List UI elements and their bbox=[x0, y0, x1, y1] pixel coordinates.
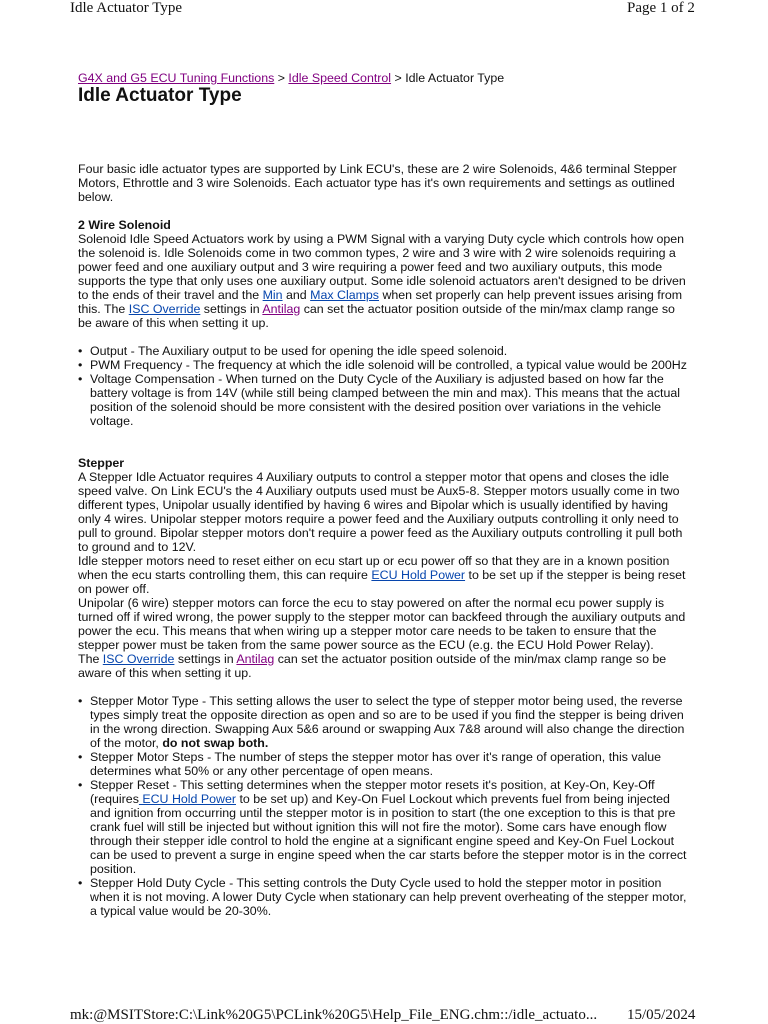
solenoid-text: Solenoid Idle Speed Actuators work by using a PWM Signal with a varying Duty cycle which controls how open the solenoid is. Idle Solenoids come in two common types, 2 wire and 3 wire with 2 wire solenoids requiring a power feed and one auxiliary output and 3 wire requiring a power feed and two auxiliary outputs, this mode supports the type that only uses one auxiliary output. Some idle solenoid actuators aren't designed to be driven to the ends of their travel and the bbox=[78, 232, 686, 302]
solenoid-text: and bbox=[282, 288, 311, 302]
list-item bbox=[90, 694, 690, 750]
stepper-settings-list bbox=[78, 694, 690, 918]
list-item-text: Stepper Motor Type - This setting allows the user to select the type of stepper motor being used, the reverse types simply treat the opposite direction as open and so are to be used if you find the stepper is being driven in the wrong direction. Swapping Aux 5&6 around or swapping Aux 7&8 around will also change the direction of the motor, bbox=[90, 694, 685, 750]
stepper-text: The bbox=[78, 652, 103, 666]
list-item-text: to be set up) and Key-On Fuel Lockout which prevents fuel from being injected and ignition from occurring until the stepper motor is in position to start (the one exception to this is that pre crank fuel will still be injected but without ignition this will not fire the motor). Some cars have enough flow through their stepper idle control to hold the engine at a significant engine speed and Key-On Fuel Lockout can be used to prevent a surge in engine speed when the car starts before the stepper motor is in the correct position. bbox=[90, 792, 687, 876]
page-title: Idle Actuator Type bbox=[78, 85, 242, 106]
list-item: • Output - The Auxiliary output to be used for opening the idle speed solenoid. bbox=[90, 344, 690, 358]
list-item-bold-text: do not swap both. bbox=[162, 736, 269, 750]
list-item: • Stepper Motor Steps - The number of steps the stepper motor has over it's range of operation, this value determines what 50% or any other percentage of open means. bbox=[90, 750, 690, 778]
document-content bbox=[78, 71, 690, 918]
stepper-paragraph-1: A Stepper Idle Actuator requires 4 Auxiliary outputs to control a stepper motor that opens and closes the idle speed valve. On Link ECU's the 4 Auxiliary outputs used must be Aux5-8. Stepper motors usually come in two different types, Unipolar usually identified by having 6 wires and Bipolar which is usually identified by having only 4 wires. Unipolar stepper motors require a power feed and the Auxiliary outputs controlling it only need to pull to ground. Bipolar stepper motors don't require a power feed as the Auxiliary outputs controlling it pull both to ground and to 12V. bbox=[78, 470, 683, 554]
link-min[interactable]: Min bbox=[262, 288, 283, 302]
link-isc-override[interactable]: ISC Override bbox=[102, 652, 175, 666]
footer-date: 15/05/2024 bbox=[627, 1007, 696, 1023]
solenoid-text: when set properly can help prevent issues arising from this. The bbox=[78, 288, 683, 316]
link-isc-override[interactable]: ISC Override bbox=[128, 302, 201, 316]
stepper-text: can set the actuator position outside of the min/max clamp range so be aware of this when setting it up. bbox=[78, 652, 667, 680]
header-page-number: Page 1 of 2 bbox=[627, 0, 695, 16]
link-max-clamps[interactable]: Max Clamps bbox=[310, 288, 379, 302]
stepper-paragraph-2 bbox=[78, 554, 690, 596]
header-title: Idle Actuator Type bbox=[70, 0, 182, 16]
list-item-text: Stepper Reset - This setting determines when the stepper motor resets it's position, at Key-On, Key-Off (requires bbox=[90, 778, 655, 806]
list-item bbox=[90, 778, 690, 876]
intro-paragraph: Four basic idle actuator types are supported by Link ECU's, these are 2 wire Solenoids, 4&6 terminal Stepper Motors, Ethrottle and 3 wire Solenoids. Each actuator type has it's own requirements and settings as outlined below. bbox=[78, 162, 677, 204]
list-item: • Voltage Compensation - When turned on the Duty Cycle of the Auxiliary is adjusted based on how far the battery voltage is from 14V (while still being clamped between the min and max). This means that the actual position of the solenoid should be more consistent with the desired position over variations in the vehicle voltage. bbox=[90, 372, 690, 428]
stepper-paragraph-3: Unipolar (6 wire) stepper motors can force the ecu to stay powered on after the normal ecu power supply is turned off if wired wrong, the power supply to the stepper motor can backfeed through the auxiliary outputs and power the ecu. This means that when wiring up a stepper motor care needs to be taken to ensure that the stepper power must be taken from the same power source as the ECU (e.g. the ECU Hold Power Relay). bbox=[78, 596, 686, 652]
footer-file-path: mk:@MSITStore:C:\Link%20G5\PCLink%20G5\Help_File_ENG.chm::/idle_actuato... bbox=[70, 1007, 598, 1023]
breadcrumb bbox=[78, 71, 690, 85]
stepper-text: Idle stepper motors need to reset either on ecu start up or ecu power off so that they are in a known position when the ecu starts controlling them, this can require bbox=[78, 554, 670, 582]
solenoid-paragraph bbox=[78, 232, 690, 330]
solenoid-settings-list bbox=[78, 344, 690, 428]
solenoid-text: settings in bbox=[200, 302, 263, 316]
breadcrumb-current: Idle Actuator Type bbox=[405, 71, 505, 85]
solenoid-section-title: 2 Wire Solenoid bbox=[78, 218, 171, 232]
stepper-text: settings in bbox=[174, 652, 237, 666]
link-ecu-hold-power[interactable]: ECU Hold Power bbox=[371, 568, 466, 582]
breadcrumb-link-tuning-functions[interactable]: G4X and G5 ECU Tuning Functions bbox=[78, 71, 275, 85]
breadcrumb-separator: > bbox=[274, 71, 289, 85]
list-item: • Stepper Hold Duty Cycle - This setting controls the Duty Cycle used to hold the stepper motor in position when it is not moving. A lower Duty Cycle when stationary can help prevent overheating of the stepper motor, a typical value would be 20-30%. bbox=[90, 876, 690, 918]
stepper-text: to be set up if the stepper is being reset on power off. bbox=[78, 568, 686, 596]
link-ecu-hold-power[interactable]: ECU Hold Power bbox=[138, 792, 236, 806]
breadcrumb-link-idle-speed-control[interactable]: Idle Speed Control bbox=[288, 71, 392, 85]
link-antilag[interactable]: Antilag bbox=[236, 652, 275, 666]
stepper-paragraph-4 bbox=[78, 652, 690, 680]
link-antilag[interactable]: Antilag bbox=[262, 302, 301, 316]
stepper-section-title: Stepper bbox=[78, 456, 125, 470]
list-item: • PWM Frequency - The frequency at which the idle solenoid will be controlled, a typical value would be 200Hz bbox=[90, 358, 690, 372]
breadcrumb-separator: > bbox=[391, 71, 406, 85]
solenoid-text: can set the actuator position outside of the min/max clamp range so be aware of this when setting it up. bbox=[78, 302, 675, 330]
